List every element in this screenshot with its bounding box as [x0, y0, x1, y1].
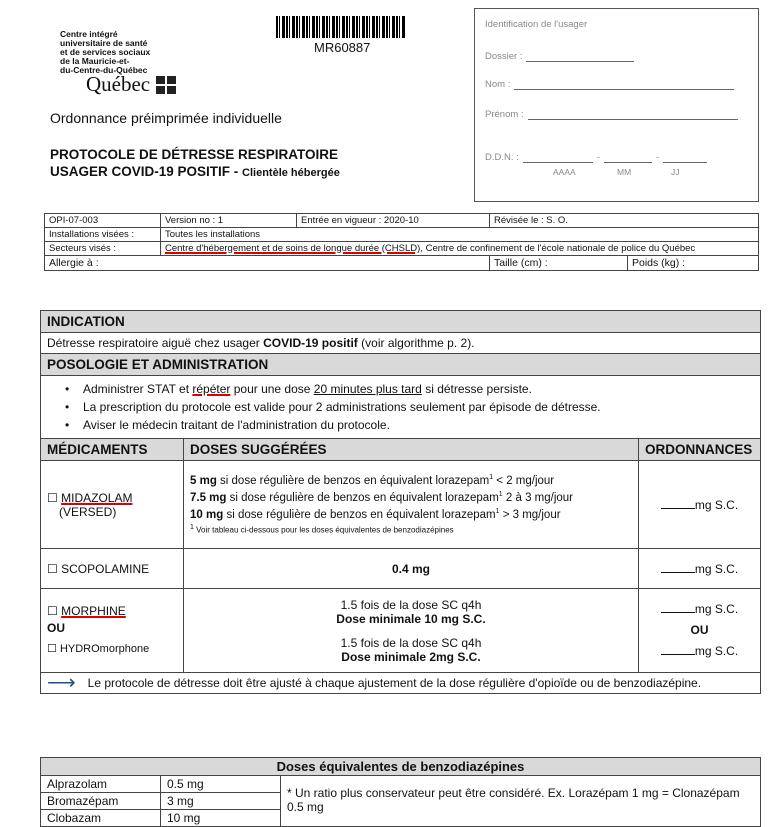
height-field[interactable]: Taille (cm) :	[490, 256, 628, 271]
quebec-logo: Québec	[86, 72, 176, 97]
scopolamine-order-field[interactable]: mg S.C.	[639, 549, 761, 589]
organization-name: Centre intégré universitaire de santé et de services sociaux de la Mauricie-et- du-Centre-du-Québec	[60, 29, 151, 75]
adjustment-note: ⟶ Le protocole de détresse doit être ajusté à chaque ajustement de la dose régulière d'opioïde ou de benzodiazépine.	[41, 673, 761, 694]
posologie-list	[61, 380, 754, 434]
midazolam-option[interactable]: ☐ MIDAZOLAM (VERSED)	[41, 461, 184, 549]
prescription-table: INDICATION Détresse respiratoire aiguë chez usager COVID-19 positif (voir algorithme p. 2). POSOLOGIE ET ADMINISTRATION • Administrer STAT et répéter pour une dose 20 minutes plus tard si détresse persiste. • La prescription du protocole est valide pour 2 administrations seulement par épisode de détresse. • Aviser le médecin traitant de l'administration du protocole. MÉDICAMENTS DOSES SUGGÉRÉES ORDONNANCES ☐ MIDAZOLAM (VERSED) 5 mg si dose régulière de benzos en équivalent lorazepam$^1$ < 2 mg/jour 7.5 mg si dose régulière de benzos en équivalent lorazepam$^1$ 2 à 3 mg/jour 10 mg si dose régulière de benzos en équivalent lorazepam$^1$ > 3 mg/jour $^1$ Voir tableau ci-dessous pour les doses équivalentes de benzodiazépines mg S.C. ☐ SCOPOLAMINE 0.4 mg mg S.C. ☐ MORPHINE OU ☐ HYDROmorphone 1.5 fois de la dose SC q4h Dose minimale 10 mg S.C. 1.5 fois de la dose SC q4h Dose minimale 2mg S.C. mg S.C. OU mg S.C. ⟶ Le protocole de détresse doit être ajusté à chaque ajustement de la dose régulière d'opioïde ou de benzodiazépine.	[40, 310, 761, 694]
protocol-title: PROTOCOLE DE DÉTRESSE RESPIRATOIRE USAGER COVID-19 POSITIF - Clientèle hébergée	[50, 147, 340, 179]
nom-field[interactable]: Nom :	[485, 79, 734, 90]
list-item: • Administrer STAT et répéter pour une dose 20 minutes plus tard si détresse persiste.	[61, 380, 754, 398]
checkbox-icon[interactable]: ☐	[47, 604, 58, 618]
protocol-version: Version no : 1	[161, 214, 297, 228]
table-row: Alprazolam 0.5 mg * Un ratio plus conservateur peut être considéré. Ex. Lorazépam 1 mg = Clonazépam 0.5 mg	[41, 776, 761, 793]
secteurs-value: Centre d'hébergement et de soins de longue durée (CHSLD), Centre de confinement de l'école nationale de police du Québec	[161, 242, 759, 256]
scopolamine-option[interactable]: ☐ SCOPOLAMINE	[41, 549, 184, 589]
barcode-number: MR60887	[314, 40, 371, 55]
allergy-field[interactable]: Allergie à :	[45, 256, 490, 271]
opioid-options: ☐ MORPHINE OU ☐ HYDROmorphone	[41, 589, 184, 673]
effective-date: Entrée en vigueur : 2020-10	[297, 214, 490, 228]
opioid-doses: 1.5 fois de la dose SC q4h Dose minimale 10 mg S.C. 1.5 fois de la dose SC q4h Dose minimale 2mg S.C.	[184, 589, 639, 673]
protocol-info-table: OPI-07-003 Version no : 1 Entrée en vigueur : 2020-10 Révisée le : S. O. Installations visées : Toutes les installations Secteurs visés : Centre d'hébergement et de soins de longue durée (CHSLD), Centre de confinement de l'école nationale de police du Québec Allergie à : Taille (cm) : Poids (kg) :	[44, 213, 759, 271]
installations-value: Toutes les installations	[161, 228, 759, 242]
midazolam-doses: 5 mg si dose régulière de benzos en équivalent lorazepam$^1$ < 2 mg/jour 7.5 mg si dose régulière de benzos en équivalent lorazepam$^1$ 2 à 3 mg/jour 10 mg si dose régulière de benzos en équivalent lorazepam$^1$ > 3 mg/jour $^1$ Voir tableau ci-dessous pour les doses équivalentes de benzodiazépines	[184, 461, 639, 549]
weight-field[interactable]: Poids (kg) :	[628, 256, 759, 271]
indication-header: INDICATION	[41, 311, 761, 333]
column-orders: ORDONNANCES	[639, 439, 761, 461]
equivalents-header: Doses équivalentes de benzodiazépines	[41, 758, 761, 776]
protocol-code: OPI-07-003	[45, 214, 161, 228]
table-row: Bromazépam 3 mg	[41, 793, 761, 810]
hydromorphone-order-field[interactable]: mg S.C.	[645, 644, 754, 659]
indication-text: Détresse respiratoire aiguë chez usager COVID-19 positif (voir algorithme p. 2).	[41, 333, 761, 354]
equivalents-note: * Un ratio plus conservateur peut être considéré. Ex. Lorazépam 1 mg = Clonazépam 0.5 mg	[281, 776, 761, 827]
arrow-right-icon: ⟶	[47, 672, 76, 694]
barcode	[276, 16, 406, 38]
dossier-field[interactable]: Dossier :	[485, 51, 634, 62]
fleur-de-lis-flag-icon	[156, 76, 176, 94]
list-item: • La prescription du protocole est valide pour 2 administrations seulement par épisode de détresse.	[61, 398, 754, 416]
table-row: Clobazam 10 mg	[41, 810, 761, 827]
checkbox-icon[interactable]: ☐	[47, 643, 57, 655]
midazolam-order-field[interactable]: mg S.C.	[639, 461, 761, 549]
patient-identification-box: Identification de l'usager Dossier : Nom : Prénom : D.D.N. : - - AAAA MM JJ	[474, 8, 759, 202]
ddn-field[interactable]: D.D.N. : - -	[485, 152, 707, 163]
column-doses: DOSES SUGGÉRÉES	[184, 439, 639, 461]
morphine-order-field[interactable]: mg S.C.	[645, 602, 754, 617]
revised-date: Révisée le : S. O.	[490, 214, 759, 228]
form-title: Ordonnance préimprimée individuelle	[50, 110, 282, 126]
prenom-field[interactable]: Prénom :	[485, 109, 738, 120]
list-item: • Aviser le médecin traitant de l'administration du protocole.	[61, 416, 754, 434]
column-medications: MÉDICAMENTS	[41, 439, 184, 461]
hydromorphone-option[interactable]: ☐ HYDROmorphone	[47, 643, 150, 655]
benzodiazepine-equivalents-table	[40, 757, 761, 827]
posologie-header: POSOLOGIE ET ADMINISTRATION	[41, 354, 761, 376]
checkbox-icon[interactable]: ☐	[47, 490, 58, 505]
checkbox-icon[interactable]: ☐	[47, 561, 58, 576]
morphine-option[interactable]: ☐ MORPHINE	[47, 604, 126, 618]
